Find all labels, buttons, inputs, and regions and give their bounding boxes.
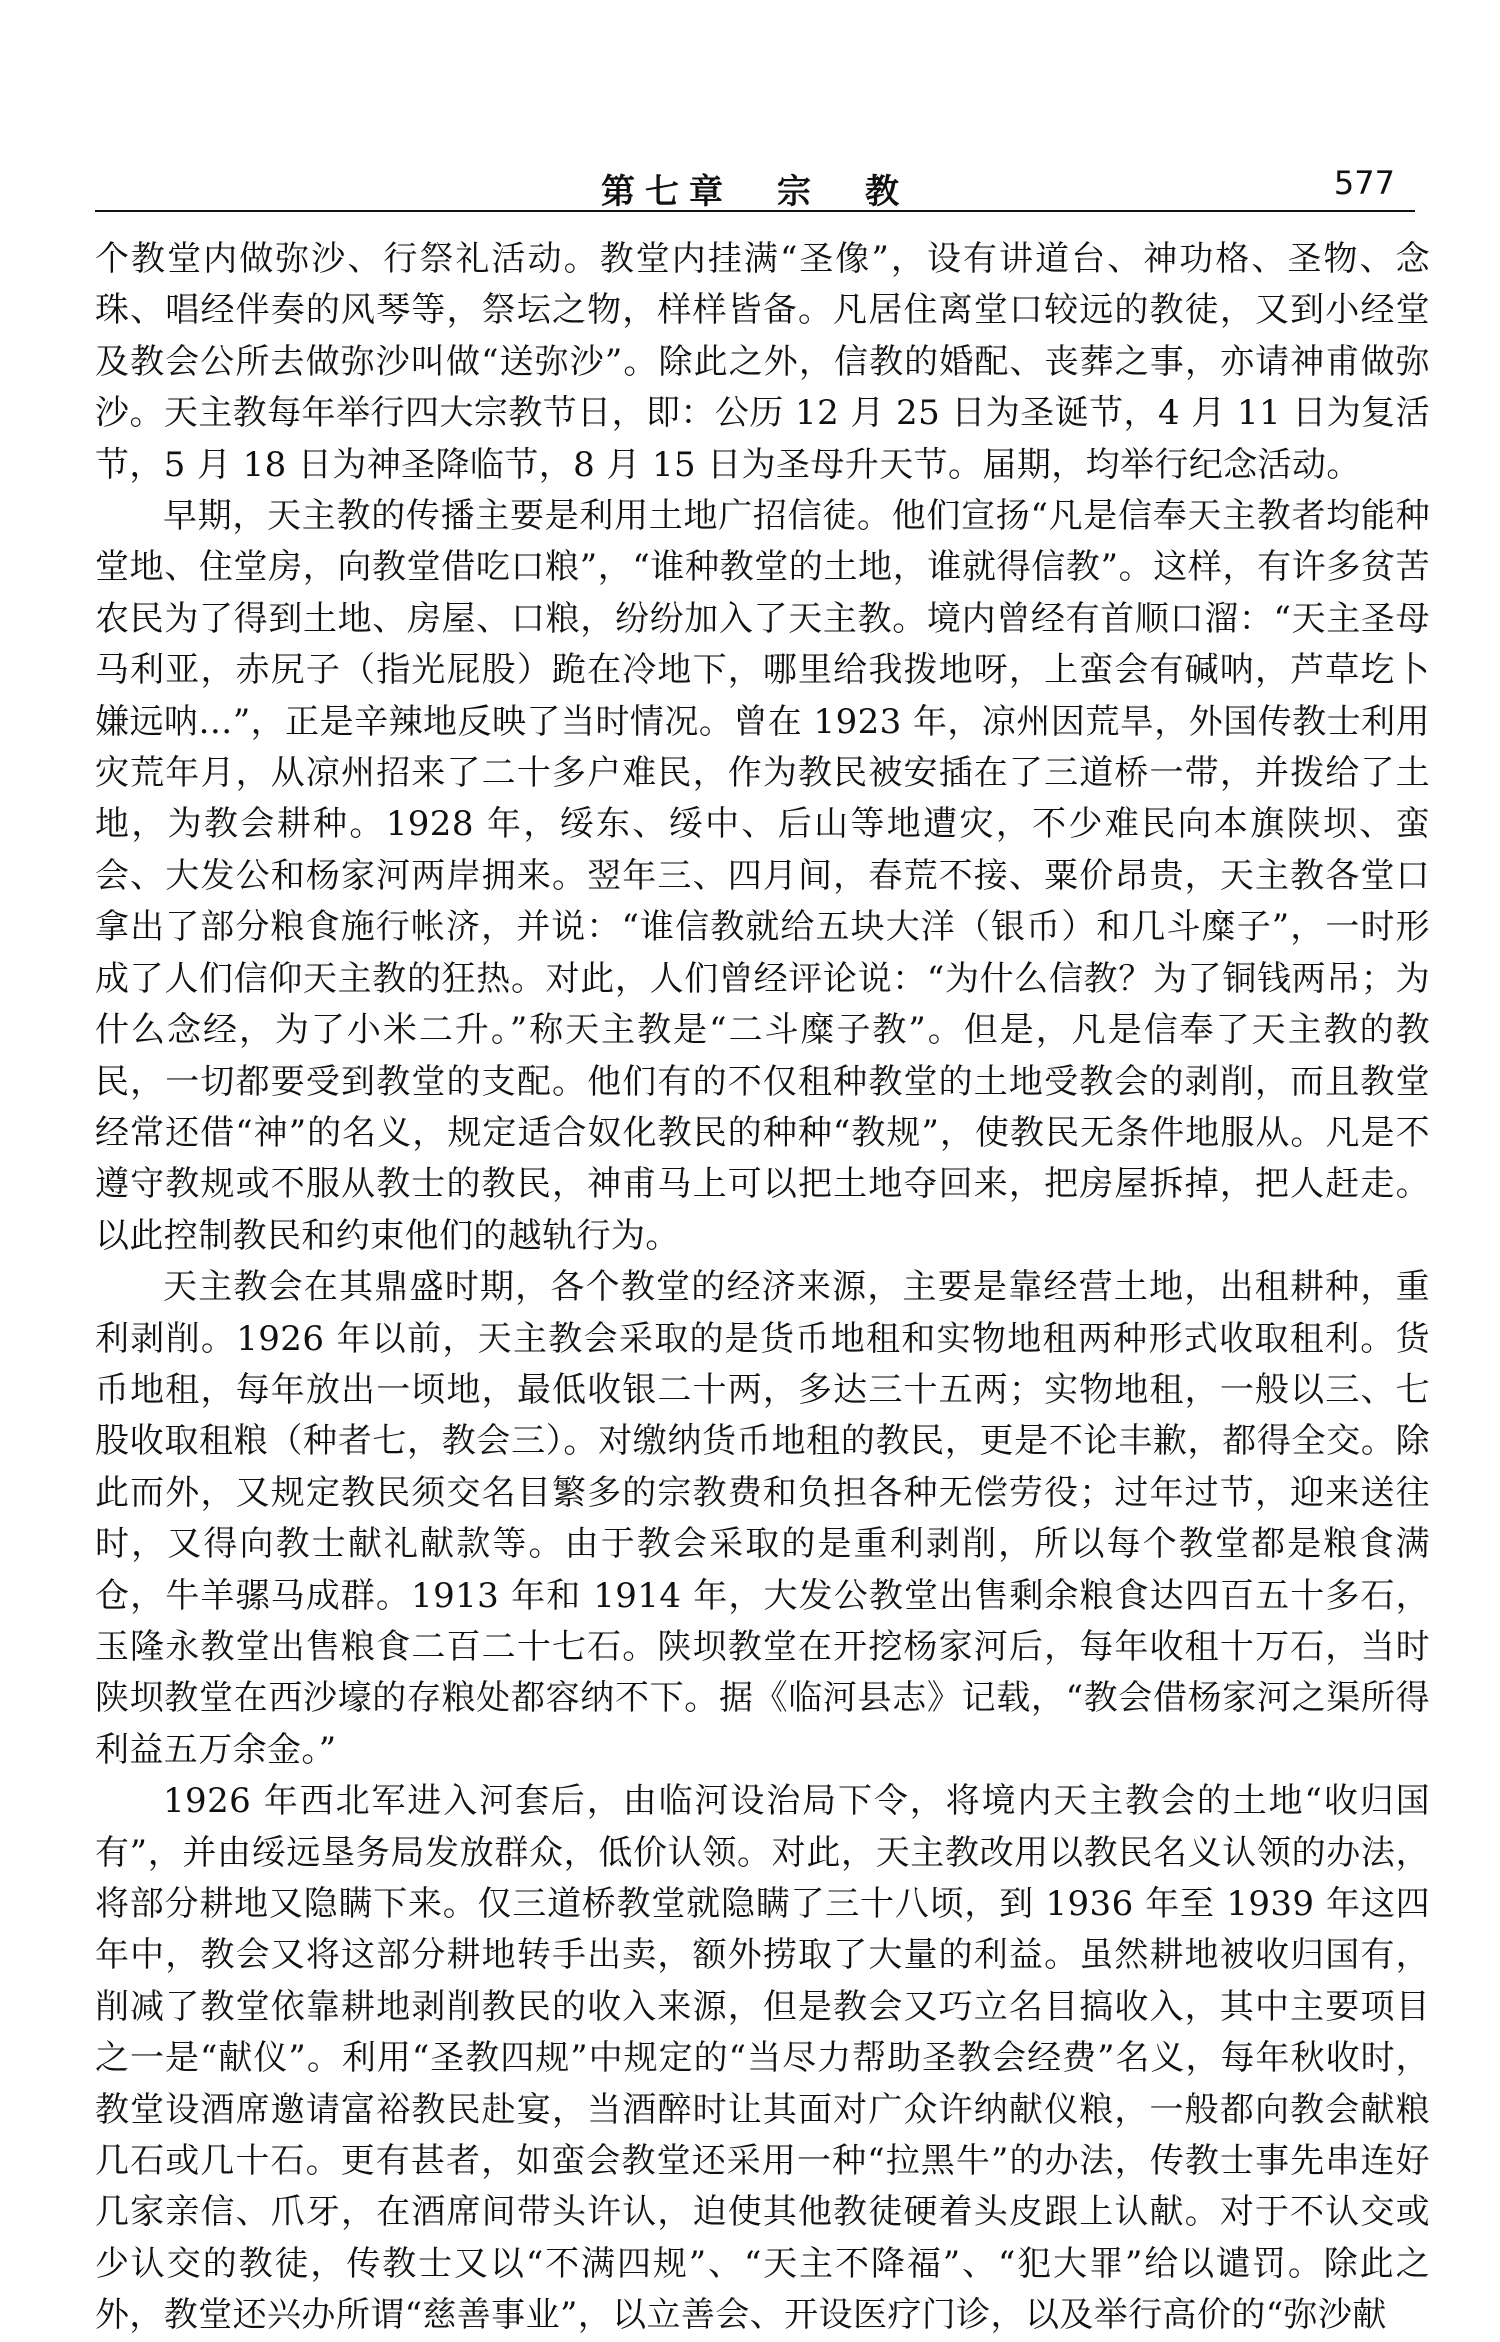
paragraph-1: 个教堂内做弥沙、行祭礼活动。教堂内挂满“圣像”，设有讲道台、神功格、圣物、念珠、唱经伴奏的风琴等，祭坛之物，样样皆备。凡居住离堂口较远的教徒，又到小经堂及教会公所去做弥沙叫做“送弥沙”。除此之外，信教的婚配、丧葬之事，亦请神甫做弥沙。天主教每年举行四大宗教节日，即：公历 12 月 25 日为圣诞节，4 月 11 日为复活节，5 月 18 日为神圣降临节，8 月 15 日为圣母升天节。届期，均举行纪念活动。	[95, 239, 1430, 485]
page-number: 577	[1333, 164, 1395, 202]
body-text	[95, 234, 1430, 2342]
paragraph-4: 1926 年西北军进入河套后，由临河设治局下令，将境内天主教会的土地“收归国有”，并由绥远垦务局发放群众，低价认领。对此，天主教改用以教民名义认领的办法，将部分耕地又隐瞒下来。仅三道桥教堂就隐瞒了三十八顷，到 1936 年至 1939 年这四年中，教会又将这部分耕地转手出卖，额外捞取了大量的利益。虽然耕地被收归国有，削减了教堂依靠耕地剥削教民的收入来源，但是教会又巧立名目搞收入，其中主要项目之一是“献仪”。利用“圣教四规”中规定的“当尽力帮助圣教会经费”名义，每年秋收时，教堂设酒席邀请富裕教民赴宴，当酒醉时让其面对广众许纳献仪粮，一般都向教会献粮几石或几十石。更有甚者，如蛮会教堂还采用一种“拉黑牛”的办法，传教士事先串连好几家亲信、爪牙，在酒席间带头许认，迫使其他教徒硬着头皮跟上认献。对于不认交或少认交的教徒，传教士又以“不满四规”、“天主不降福”、“犯大罪”给以谴罚。除此之外，教堂还兴办所谓“慈善事业”，以立善会、开设医疗门诊，以及举行高价的“弥沙献	[95, 1781, 1430, 2336]
paragraph-2: 早期，天主教的传播主要是利用土地广招信徒。他们宣扬“凡是信奉天主教者均能种堂地、住堂房，向教堂借吃口粮”，“谁种教堂的土地，谁就得信教”。这样，有许多贫苦农民为了得到土地、房屋、口粮，纷纷加入了天主教。境内曾经有首顺口溜：“天主圣母马利亚，赤尻子（指光屁股）跪在冷地下，哪里给我拨地呀，上蛮会有碱呐，芦草圪卜嫌远呐…”，正是辛辣地反映了当时情况。曾在 1923 年，凉州因荒旱，外国传教士利用灾荒年月，从凉州招来了二十多户难民，作为教民被安插在了三道桥一带，并拨给了土地，为教会耕种。1928 年，绥东、绥中、后山等地遭灾，不少难民向本旗陕坝、蛮会、大发公和杨家河两岸拥来。翌年三、四月间，春荒不接、粟价昂贵，天主教各堂口拿出了部分粮食施行帐济，并说：“谁信教就给五块大洋（银币）和几斗糜子”，一时形成了人们信仰天主教的狂热。对此，人们曾经评论说：“为什么信教？为了铜钱两吊；为什么念经，为了小米二升。”称天主教是“二斗糜子教”。但是，凡是信奉了天主教的教民，一切都要受到教堂的支配。他们有的不仅租种教堂的土地受教会的剥削，而且教堂经常还借“神”的名义，规定适合奴化教民的种种“教规”，使教民无条件地服从。凡是不遵守教规或不服从教士的教民，神甫马上可以把土地夺回来，把房屋拆掉，把人赶走。以此控制教民和约束他们的越轨行为。	[95, 496, 1430, 1256]
paragraph-3: 天主教会在其鼎盛时期，各个教堂的经济来源，主要是靠经营土地，出租耕种，重利剥削。1926 年以前，天主教会采取的是货币地租和实物地租两种形式收取租利。货币地租，每年放出一顷地，最低收银二十两，多达三十五两；实物地租，一般以三、七股收取租粮（种者七，教会三）。对缴纳货币地租的教民，更是不论丰歉，都得全交。除此而外，又规定教民须交名目繁多的宗教费和负担各种无偿劳役；过年过节，迎来送往时，又得向教士献礼献款等。由于教会采取的是重利剥削，所以每个教堂都是粮食满仓，牛羊骡马成群。1913 年和 1914 年，大发公教堂出售剩余粮食达四百五十多石，玉隆永教堂出售粮食二百二十七石。陕坝教堂在开挖杨家河后，每年收租十万石，当时陕坝教堂在西沙壕的存粮处都容纳不下。据《临河县志》记载，“教会借杨家河之渠所得利益五万余金。”	[95, 1267, 1430, 1770]
page-header	[95, 160, 1415, 212]
chapter-title: 第七章 宗 教	[601, 172, 909, 212]
